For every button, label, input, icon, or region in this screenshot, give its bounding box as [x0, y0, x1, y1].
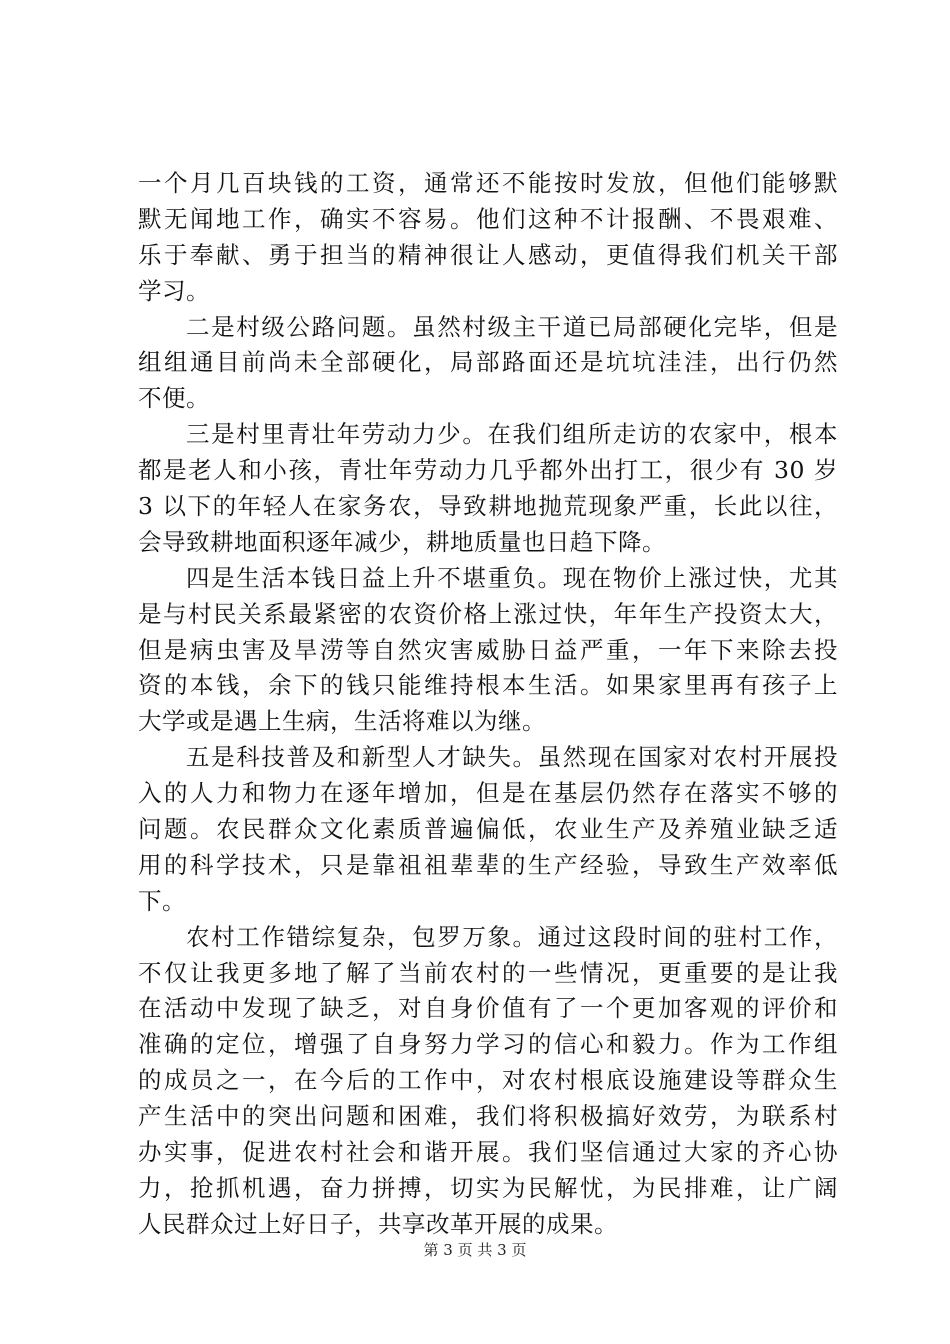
text-line: 大学或是遇上生病，生活将难以为继。: [138, 707, 546, 736]
text-line: 三是村里青壮年劳动力少。在我们组所走访的农家中，根本: [186, 420, 838, 449]
text-line: 产生活中的突出问题和困难，我们将积极搞好效劳，为联系村: [138, 1102, 838, 1131]
text-line: 办实事，促进农村社会和谐开展。我们坚信通过大家的齐心协: [138, 1138, 838, 1167]
text-line: 3 以下的年轻人在家务农，导致耕地抛荒现象严重，长此以往，: [138, 492, 838, 521]
text-line: 人民群众过上好日子，共享改革开展的成果。: [138, 1209, 618, 1238]
text-line: 组组通目前尚未全部硬化，局部路面还是坑坑洼洼，出行仍然: [138, 348, 838, 377]
text-line: 问题。农民群众文化素质普遍偏低，农业生产及养殖业缺乏适: [138, 815, 838, 844]
text-line: 但是病虫害及旱涝等自然灾害威胁日益严重，一年下来除去投: [138, 635, 838, 664]
text-line: 二是村级公路问题。虽然村级主干道已局部硬化完毕，但是: [186, 312, 838, 341]
text-line: 入的人力和物力在逐年增加，但是在基层仍然存在落实不够的: [138, 779, 838, 808]
text-line: 准确的定位，增强了自身努力学习的信心和毅力。作为工作组: [138, 1030, 838, 1059]
text-line: 资的本钱，余下的钱只能维持根本生活。如果家里再有孩子上: [138, 671, 838, 700]
text-line: 是与村民关系最紧密的农资价格上涨过快，年年生产投资太大，: [138, 599, 838, 628]
text-line: 默无闻地工作，确实不容易。他们这种不计报酬、不畏艰难、: [138, 204, 838, 233]
text-line: 的成员之一，在今后的工作中，对农村根底设施建设等群众生: [138, 1066, 838, 1095]
text-line: 力，抢抓机遇，奋力拼搏，切实为民解忧，为民排难，让广阔: [138, 1173, 838, 1202]
text-line: 用的科学技术，只是靠祖祖辈辈的生产经验，导致生产效率低: [138, 850, 838, 879]
text-line: 不仅让我更多地了解了当前农村的一些情况，更重要的是让我: [138, 958, 838, 987]
text-line: 一个月几百块钱的工资，通常还不能按时发放，但他们能够默: [138, 169, 838, 197]
page-footer: 第 3 页 共 3 页: [423, 1241, 527, 1259]
text-line: 农村工作错综复杂，包罗万象。通过这段时间的驻村工作，: [186, 922, 838, 951]
document-body: [138, 166, 838, 1243]
text-line: 下。: [138, 886, 186, 915]
text-line: 都是老人和小孩，青壮年劳动力几乎都外出打工，很少有 30 岁: [138, 456, 838, 485]
text-line: 四是生活本钱日益上升不堪重负。现在物价上涨过快，尤其: [186, 563, 838, 592]
text-line: 乐于奉献、勇于担当的精神很让人感动，更值得我们机关干部: [138, 240, 838, 269]
text-line: 会导致耕地面积逐年减少，耕地质量也日趋下降。: [138, 527, 666, 556]
text-line: 在活动中发现了缺乏，对自身价值有了一个更加客观的评价和: [138, 994, 838, 1023]
text-line: 不便。: [138, 384, 210, 413]
text-line: 学习。: [138, 276, 210, 305]
text-line: 五是科技普及和新型人才缺失。虽然现在国家对农村开展投: [186, 743, 838, 772]
